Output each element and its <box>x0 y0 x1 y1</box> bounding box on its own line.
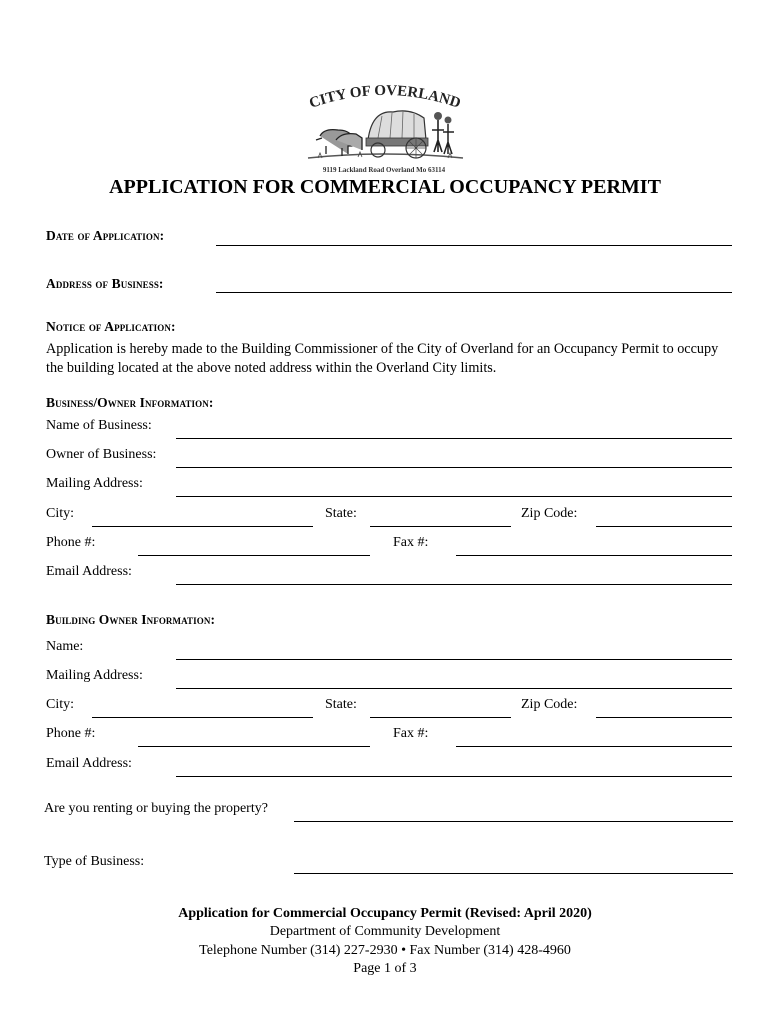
svg-text:CITY OF OVERLAND <box>307 83 462 112</box>
footer-form-title: Application for Commercial Occupancy Permit (Revised: April 2020) <box>178 906 592 921</box>
renting-or-buying-field[interactable] <box>294 821 733 822</box>
fax-label: Fax #: <box>393 535 429 550</box>
name-of-business-label: Name of Business: <box>46 418 152 433</box>
building-owner-phone-field[interactable] <box>138 746 370 747</box>
notice-heading: Notice of Application: <box>46 319 176 334</box>
owner-of-business-label: Owner of Business: <box>46 447 157 462</box>
state-field[interactable] <box>370 526 511 527</box>
building-owner-phone-label: Phone #: <box>46 726 96 741</box>
email-address-label: Email Address: <box>46 564 132 579</box>
footer-department: Department of Community Development <box>269 924 501 939</box>
building-owner-zip-field[interactable] <box>596 717 732 718</box>
state-label: State: <box>325 506 357 521</box>
building-owner-email-field[interactable] <box>176 776 732 777</box>
building-owner-fax-field[interactable] <box>456 746 732 747</box>
page-title: APPLICATION FOR COMMERCIAL OCCUPANCY PERMIT <box>109 176 661 198</box>
building-owner-mailing-label: Mailing Address: <box>46 668 143 683</box>
email-address-field[interactable] <box>176 584 732 585</box>
building-owner-fax-label: Fax #: <box>393 726 429 741</box>
building-owner-city-field[interactable] <box>92 717 313 718</box>
mailing-address-field[interactable] <box>176 496 732 497</box>
business-owner-heading: Business/Owner Information: <box>46 395 214 410</box>
building-owner-heading: Building Owner Information: <box>46 612 216 627</box>
fax-field[interactable] <box>456 555 732 556</box>
logo-address: 9119 Lackland Road Overland Mo 63114 <box>322 166 446 174</box>
city-logo <box>298 80 470 176</box>
building-owner-zip-label: Zip Code: <box>521 697 578 712</box>
phone-label: Phone #: <box>46 535 96 550</box>
city-label: City: <box>46 506 75 521</box>
renting-or-buying-label: Are you renting or buying the property? <box>44 801 268 816</box>
building-owner-name-field[interactable] <box>176 659 732 660</box>
building-owner-state-field[interactable] <box>370 717 511 718</box>
zip-code-field[interactable] <box>596 526 732 527</box>
building-owner-mailing-field[interactable] <box>176 688 732 689</box>
type-of-business-field[interactable] <box>294 873 733 874</box>
name-of-business-field[interactable] <box>176 438 732 439</box>
address-of-business-label: Address of Business: <box>46 276 164 291</box>
building-owner-email-label: Email Address: <box>46 756 132 771</box>
logo-text: CITY OF OVERLAND <box>307 82 463 112</box>
building-owner-state-label: State: <box>325 697 357 712</box>
owner-of-business-field[interactable] <box>176 467 732 468</box>
date-of-application-label: Date of Application: <box>46 228 165 243</box>
notice-body: Application is hereby made to the Building Commissioner of the City of Overland for an Occupancy Permit to occupy the building located at the above noted address within the Overland City limits. <box>46 341 719 376</box>
type-of-business-label: Type of Business: <box>44 854 145 869</box>
phone-field[interactable] <box>138 555 370 556</box>
footer-page-number: Page 1 of 3 <box>353 961 417 976</box>
building-owner-name-label: Name: <box>46 639 84 654</box>
address-of-business-field[interactable] <box>216 292 732 293</box>
footer-contact: Telephone Number (314) 227-2930 • Fax Number (314) 428-4960 <box>199 943 571 958</box>
building-owner-city-label: City: <box>46 697 75 712</box>
zip-code-label: Zip Code: <box>521 506 578 521</box>
city-field[interactable] <box>92 526 313 527</box>
date-of-application-field[interactable] <box>216 245 732 246</box>
covered-wagon-seal <box>298 80 470 176</box>
mailing-address-label: Mailing Address: <box>46 476 143 491</box>
